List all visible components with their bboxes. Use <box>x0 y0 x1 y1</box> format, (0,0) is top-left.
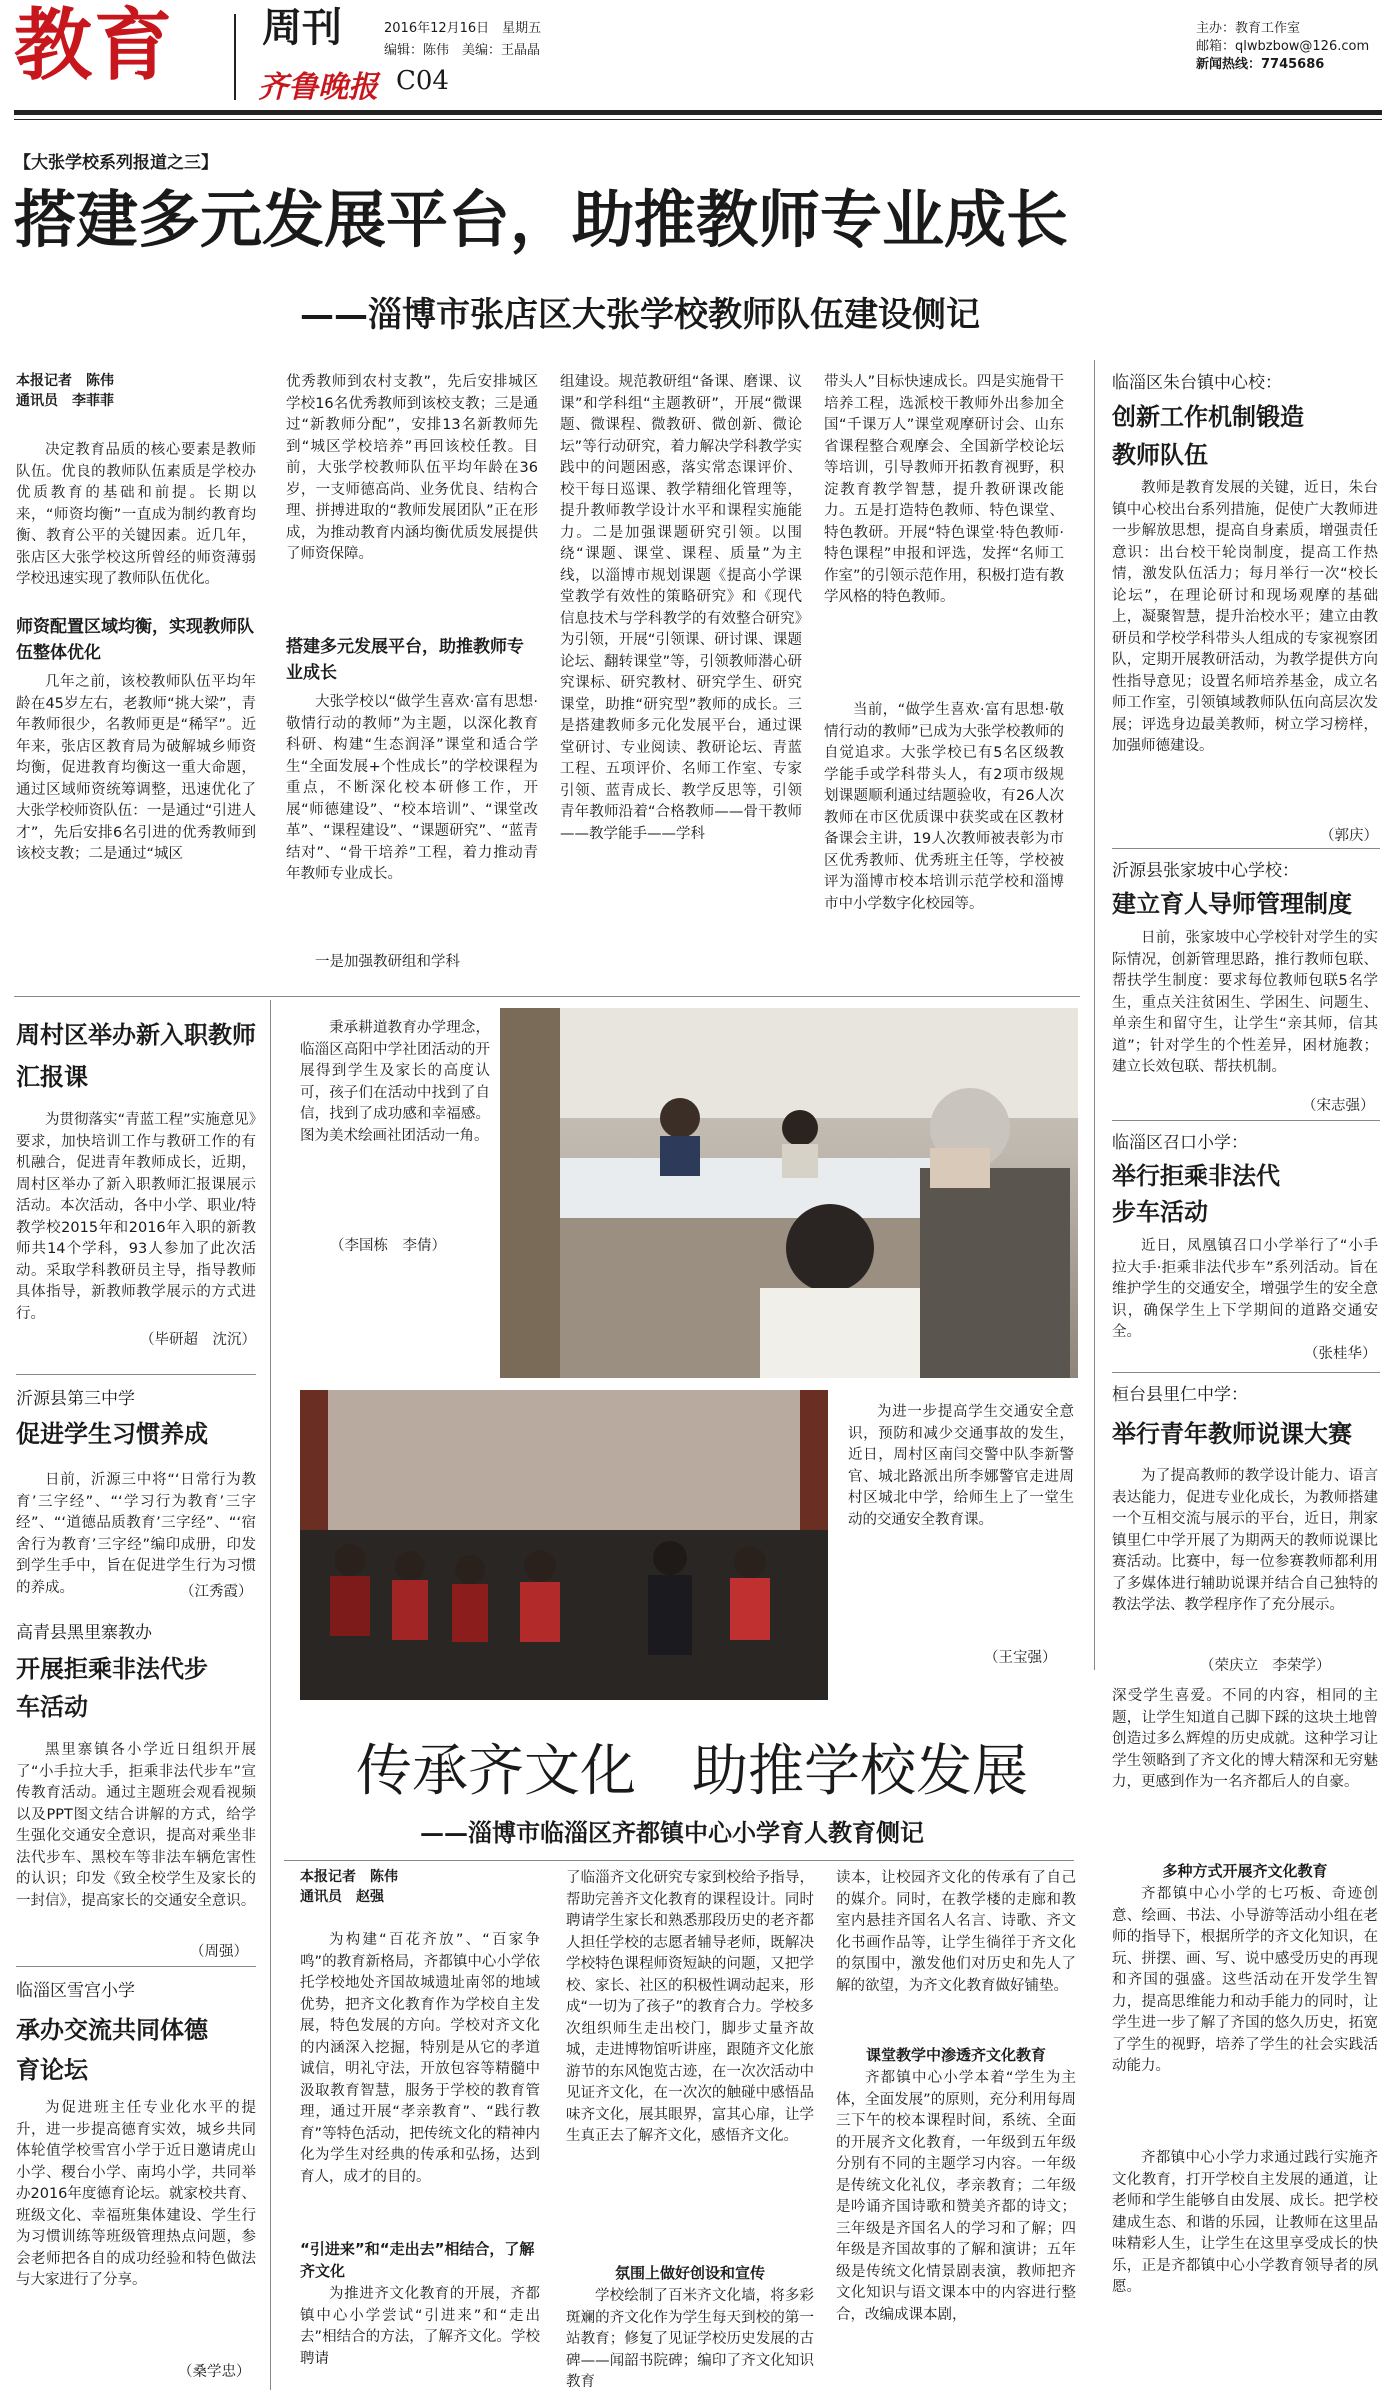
left-s4-body: 为促进班主任专业化水平的提升，进一步提高德育实效，城乡共同体轮值学校雪宫小学于近日邀请虎山小学、稷台小学、南坞小学，共同举办2016年度德育论坛。就家校共育、班级文化、幸福班集体建设、学生行为习惯训练等班级管理热点问题，参会老师把各自的成功经验和特色做法与大家进行了分享。 <box>16 2100 256 2288</box>
right-s4-body: 为了提高教师的教学设计能力、语言表达能力，促进专业化成长，为教师搭建一个互相交流与展示的平台，近日，荆家镇里仁中学开展了为期两天的教师说课比赛活动。比赛中，每一位参赛教师都利用了多媒体进行辅助说课并结合自己独特的教法学法、教学程序作了充分展示。 <box>1112 1468 1378 1613</box>
second-col4-paragraph-3: 齐都镇中心小学力求通过践行实施齐文化教育，打开学校自主发展的通道，让老师和学生能够自由发展、成长。把学校建成生态、和谐的乐园，让教师在这里品味精彩人生，让学生在这里享受成长的快乐，正是齐都镇中心小学教育领导者的夙愿。 <box>1112 2150 1378 2295</box>
photo1-caption: 秉承耕道教育办学理念，临淄区高阳中学社团活动的开展得到学生及家长的高度认可，孩子们在活动中找到了自信，找到了成功感和幸福感。图为美术绘画社团活动一角。 <box>300 1020 490 1144</box>
masthead-rule-thin <box>14 119 1382 120</box>
right-s2-body: 日前，张家坡中心学校针对学生的实际情况，创新管理思路，推行教师包联、帮扶学生制度：要求每位教师包联5名学生，重点关注贫困生、学困生、问题生、单亲生和留守生，让学生“亲其师，信其道”；针对学生的个性差异，困材施教；建立长效包联、帮扶机制。 <box>1112 930 1378 1075</box>
left-s3-body: 黑里寨镇各小学近日组织开展了“小手拉大手，拒乘非法代步车”宣传教育活动。通过主题班会观看视频以及PPT图文结合讲解的方式，给学生强化交通安全意识，提高对乘坐非法代步车、黑校车等非法车辆危害性的认识；印发《致全校学生及家长的一封信》，提高家长的交通安全意识。 <box>16 1742 256 1909</box>
right-s3-rule <box>1112 1372 1380 1373</box>
traffic-safety-photo <box>300 1390 828 1700</box>
right-s1-headline: 创新工作机制锻造教师队伍 <box>1112 403 1304 469</box>
second-col3-paragraph: 读本，让校园齐文化的传承有了自己的媒介。同时，在教学楼的走廊和教室内悬挂齐国名人名言、诗歌、齐文化书画作品等，让学生徜徉于齐文化的氛围中，激发他们对历史和先人了解的欲望，为齐文化教育做好铺垫。 <box>836 1870 1076 1994</box>
lead-col3-paragraph: 组建设。规范教研组“备课、磨课、议课”和学科组“主题教研”，开展“微课题、微课程、微教研、微创新、微论坛”等行动研究，着力解决学科教学实践中的问题困惑，落实常态课评价、校干每日巡课、教学精细化管理等，提升教师教学设计水平和课程实施能力。二是加强课题研究引领。以围绕“课题、课堂、课程、质量”为主线，以淄博市规划课题《提高小学课堂教学有效性的策略研究》和《现代信息技术与学科教学的有效整合研究》为引领，开展“引领课、研讨课、课题论坛、翻转课堂”等，引领教师潜心研究课标、研究教材、研究学生、研究课堂，助推“研究型”教师的成长。三是搭建教师多元化发展平台，通过课堂研讨、专业阅读、教研论坛、青蓝工程、五项评价、名师工作室、专家引领、蓝青成长、教学反思等，引领青年教师沿着“合格教师——骨干教师——教学能手——学科 <box>560 374 802 842</box>
left-s4-headline: 承办交流共同体德育论坛 <box>16 2016 208 2084</box>
photo2-caption: 为进一步提高学生交通安全意识，预防和减少交通事故的发生，近日，周村区南闫交警中队李新警官、城北路派出所李娜警官走进周村区城北中学，给师生上了一堂生动的交通安全教育课。 <box>848 1404 1074 1528</box>
masthead-paper-logo: 齐鲁晚报 <box>258 70 378 105</box>
left-s2-body: 日前，沂源三中将“‘日常行为教育’三字经”、“‘学习行为教育’三字经”、“‘道德品质教育’三字经”、“‘宿舍行为教育’三字经”编印成册，印发到学生手中，旨在促进学生行为习惯的养成。 <box>16 1472 256 1596</box>
masthead-email: 邮箱：qlwbzbow@126.com <box>1196 39 1370 54</box>
lead-col1-paragraph-2: 几年之前，该校教师队伍平均年龄在45岁左右，老教师“挑大梁”，青年教师很少，名教师更是“稀罕”。近年来，张店区教育局为破解城乡师资均衡，促进教育均衡这一重大命题，通过区域师资统筹调整，迅速优化了大张学校师资队伍：一是通过“引进人才”，先后安排6名引进的优秀教师到该校支教；二是通过“城区 <box>16 674 256 862</box>
lead-subhead-1: 师资配置区域均衡，实现教师队伍整体优化 <box>16 617 254 663</box>
masthead-rule <box>14 110 1382 115</box>
second-col1-paragraph-2: 为推进齐文化教育的开展，齐都镇中心小学尝试“引进来”和“走出去”相结合的方法，了解齐文化。学校聘请 <box>300 2286 540 2367</box>
lead-col2-paragraph: 优秀教师到农村支教”，先后安排城区学校16名优秀教师到该校支教；三是通过“新教师分配”，安排13名新教师先到“城区学校培养”再回该校任教。目前，大张学校教师队伍平均年龄在36岁，一支师德高尚、业务优良、结构合理、拼搏进取的“教师发展团队”正在形成，为推动教育内涵均衡优质发展提供了师资保障。 <box>286 374 538 562</box>
left-s1-rule <box>16 1374 256 1375</box>
second-col2-subhead: 氛围上做好创设和宣传 <box>614 2264 765 2282</box>
right-s1-body: 教师是教育发展的关键，近日，朱台镇中心校出台系列措施，促使广大教师进一步解放思想，提高自身素质，增强责任意识：出台校干轮岗制度，提高工作热情，激发队伍活力；每月举行一次“校长论坛”，在理论研讨和现场观摩的基础上，凝聚智慧，提升治校水平；建立由教研员和学校学科带头人组成的专家视察团队，定期开展教研活动，为教学提供方向性指导意见；设置名师培养基金，成立名师工作室，引领镇域教师队伍向高层次发展；评选身边最美教师，树立学习榜样，加强师德建设。 <box>1112 480 1378 754</box>
masthead-sponsor: 主办：教育工作室 <box>1196 21 1301 36</box>
second-subhead: ——淄博市临淄区齐都镇中心小学育人教育侧记 <box>420 1818 924 1847</box>
lead-col2-paragraph-3: 一是加强教研组和学科 <box>315 954 460 970</box>
masthead-hotline: 新闻热线：7745686 <box>1196 57 1325 72</box>
left-s1-body: 为贯彻落实“青蓝工程”实施意见》要求，加快培训工作与教研工作的有机融合，促进青年教师成长，近期，周村区举办了新入职教师汇报课展示活动。本次活动，各中小学、职业/特教学校2015年和2016年入职的新教师共14个学科，93人参加了此次活动。采取学科教研员主导，指导教师具体指导，新教师教学展示的方式进行。 <box>16 1112 256 1322</box>
masthead-weekly: 周刊 <box>262 4 342 51</box>
right-s2-tag: 沂源县张家坡中心学校： <box>1112 861 1299 881</box>
left-s4-tag: 临淄区雪宫小学 <box>16 1981 135 2001</box>
masthead-page: C04 <box>396 66 449 96</box>
masthead-date: 2016年12月16日 星期五 <box>384 21 542 36</box>
second-col4-paragraph-2: 齐都镇中心小学的七巧板、奇迹创意、绘画、书法、小导游等活动小组在老师的指导下，根据所学的齐文化知识，在玩、拼摆、画、写、说中感受历史的再现和齐国的强盛。这些活动在开发学生智力，提高思维能力和动手能力的同时，让学生进一步了解了齐国的悠久历史，拓宽了学生的视野，培养了学生的社会实践活动能力。 <box>1112 1886 1378 2074</box>
second-col1-paragraph: 为构建“百花齐放”、“百家争鸣”的教育新格局，齐都镇中心小学依托学校地处齐国故城遗址南邻的地域优势，把齐文化教育作为学校自主发展，特色发展的方向。学校对齐文化的内涵深入挖掘，特别是从它的孝道诚信，明礼守法，开放包容等精髓中汲取教育智慧，服务于学校的教育管理，通过开展“孝亲教育”、“践行教育”等特色活动，把传统文化的精神内化为学生对经典的传承和弘扬，达到育人，成才的目的。 <box>300 1932 540 2185</box>
left-s1-headline: 周村区举办新入职教师汇报课 <box>16 1021 256 1091</box>
lead-bottom-rule <box>14 996 1080 997</box>
right-s3-tag: 临淄区召口小学： <box>1112 1133 1248 1153</box>
left-s1-author: （毕研超 沈沉） <box>140 1332 256 1348</box>
right-s2-headline: 建立育人导师管理制度 <box>1112 890 1352 918</box>
left-s2-tag: 沂源县第三中学 <box>16 1389 135 1409</box>
second-col3-paragraph-2: 齐都镇中心小学本着“学生为主体，全面发展”的原则，充分利用每周三下午的校本课程时间，系统、全面的开展齐文化教育，一年级到五年级分别有不同的主题学习内容。一年级是传统文化礼仪，孝亲教育；二年级是吟诵齐国诗歌和赞美齐都的诗文；三年级是齐国名人的学习和了解；四年级是齐国故事的了解和演讲；五年级是传统文化情景剧表演，教师把齐文化知识与语文课本中的内容进行整合，改编成课本剧， <box>836 2070 1076 2323</box>
right-s2-author: （宋志强） <box>1302 1098 1375 1114</box>
left-s2-headline: 促进学生习惯养成 <box>16 1420 208 1448</box>
second-byline-correspondent: 通讯员 赵强 <box>300 1889 384 1905</box>
photo2-author: （王宝强） <box>984 1650 1057 1666</box>
main-headline: 搭建多元发展平台，助推教师专业成长 <box>14 183 1069 256</box>
traffic-safety-photo-illustration <box>300 1390 828 1700</box>
left-s2-author: （江秀霞） <box>180 1584 253 1600</box>
lead-col2-paragraph-2: 大张学校以“做学生喜欢·富有思想·敬情行动的教师”为主题，以深化教育科研、构建“生态润泽”课堂和适合学生“全面发展+个性成长”的学校课程为重点，不断深化校本研修工作，开展“师德建设”、“校本培训”、“课堂改革”、“课程建设”、“课题研究”、“蓝青结对”、“骨干培养”工程，着力推动青年教师专业成长。 <box>286 694 538 882</box>
right-s4-author: （荣庆立 李荣学） <box>1200 1658 1331 1674</box>
right-s4-headline: 举行青年教师说课大赛 <box>1112 1420 1352 1448</box>
art-club-photo <box>500 1008 1078 1378</box>
right-s3-author: （张桂华） <box>1304 1346 1377 1362</box>
main-subhead: ——淄博市张店区大张学校教师队伍建设侧记 <box>300 295 980 335</box>
series-tag: 【大张学校系列报道之三】 <box>14 153 218 173</box>
second-col4-subhead: 多种方式开展齐文化教育 <box>1162 1862 1328 1880</box>
lead-subhead-2: 搭建多元发展平台，助推教师专业成长 <box>286 637 524 683</box>
lead-col4-paragraph-2: 当前，“做学生喜欢·富有思想·敬情行动的教师”已成为大张学校教师的自觉追求。大张学校已有5名区级教学能手或学科带头人，有2项市级规划课题顺利通过结题验收，有26人次教师在市区优质课中获奖或在区教材备课会主讲，19人次教师被表彰为市区优秀教师、优秀班主任等，学校被评为淄博市校本培训示范学校和淄博市中小学数字化校园等。 <box>824 702 1064 912</box>
lead-col4-paragraph: 带头人”目标快速成长。四是实施骨干培养工程，选派校干教师外出参加全国“千课万人”课堂观摩研讨会、山东省课程整合观摩会、全国新学校论坛等培训，引导教师开拓教育视野，积淀教育教学智慧，提升教研课改能力。五是打造特色教师、特色课堂、特色教研。开展“特色课堂·特色教师·特色课程”申报和评选，发挥“名师工作室”的引领示范作用，积极打造有教学风格的特色教师。 <box>824 374 1064 605</box>
masthead-title: 教育 <box>14 0 175 91</box>
second-col3-subhead: 课堂教学中渗透齐文化教育 <box>865 2046 1046 2064</box>
right-s2-rule <box>1112 1120 1380 1121</box>
left-s3-tag: 高青县黑里寨教办 <box>16 1623 152 1643</box>
right-s3-body: 近日，凤凰镇召口小学举行了“小手拉大手·拒乘非法代步车”系列活动。旨在维护学生的交通安全，增强学生的安全意识，确保学生上下学期间的道路交通安全。 <box>1112 1238 1378 1340</box>
art-club-photo-illustration <box>500 1008 1078 1378</box>
right-s1-rule <box>1112 848 1380 849</box>
left-s3-headline: 开展拒乘非法代步车活动 <box>16 1655 208 1721</box>
left-s3-rule <box>16 1966 256 1967</box>
right-s1-tag: 临淄区朱台镇中心校： <box>1112 373 1282 393</box>
second-byline-reporter: 本报记者 陈伟 <box>300 1869 398 1885</box>
second-col4-paragraph: 深受学生喜爱。不同的内容，相同的主题，让学生知道自己脚下踩的这块土地曾创造过多么辉煌的历史成就。这种学习让学生领略到了齐文化的博大精深和无穷魅力，更感到作为一名齐都后人的自豪。 <box>1112 1688 1378 1790</box>
lead-byline-correspondent: 通讯员 李菲菲 <box>16 393 114 409</box>
second-col2-paragraph-2: 学校绘制了百米齐文化墙，将多彩斑斓的齐文化作为学生每天到校的第一站教育；修复了见证学校历史发展的古碑——闻韶书院碑；编印了齐文化知识教育 <box>566 2288 814 2390</box>
masthead-editors: 编辑：陈伟 美编：王晶晶 <box>384 43 541 58</box>
right-s4-tag: 桓台县里仁中学： <box>1112 1385 1248 1405</box>
left-column-divider <box>270 1000 271 2390</box>
lead-byline-reporter: 本报记者 陈伟 <box>16 373 114 389</box>
right-column-divider <box>1094 360 1095 1670</box>
lead-col1-paragraph: 决定教育品质的核心要素是教师队伍。优良的教师队伍素质是学校办优质教育的基础和前提。长期以来，“师资均衡”一直成为制约教育均衡、教育公平的关键因素。近几年，张店区大张学校这所曾经的师资薄弱学校迅速实现了教师队伍优化。 <box>16 442 256 587</box>
second-col2-paragraph: 了临淄齐文化研究专家到校给予指导，帮助完善齐文化教育的课程设计。同时聘请学生家长和熟悉那段历史的老齐都人担任学校的志愿者辅导老师，既解决学校特色课程师资短缺的问题，又把学校、家长、社区的积极性调动起来，形成“一切为了孩子”的教育合力。学校多次组织师生走出校门，脚步丈量齐故城，走进博物馆听讲座，跟随齐文化旅游节的东风饱览古迹，在一次次活动中见证齐文化，在一次次的触碰中感悟品味齐文化，展其眼界，富其心扉，让学生真正去了解齐文化，感悟齐文化。 <box>566 1870 814 2144</box>
left-s3-author: （周强） <box>190 1944 248 1960</box>
right-s3-headline: 举行拒乘非法代步车活动 <box>1112 1162 1280 1226</box>
right-s1-author: （郭庆） <box>1320 828 1378 844</box>
second-headline: 传承齐文化 助推学校发展 <box>356 1739 1028 1804</box>
masthead-divider <box>234 14 236 100</box>
second-header-rule <box>284 1860 1074 1861</box>
second-col1-subhead: “引进来”和“走出去”相结合，了解齐文化 <box>300 2240 535 2280</box>
left-s4-author: （桑学忠） <box>178 2364 251 2380</box>
photo1-author: （李国栋 李倩） <box>330 1238 446 1254</box>
